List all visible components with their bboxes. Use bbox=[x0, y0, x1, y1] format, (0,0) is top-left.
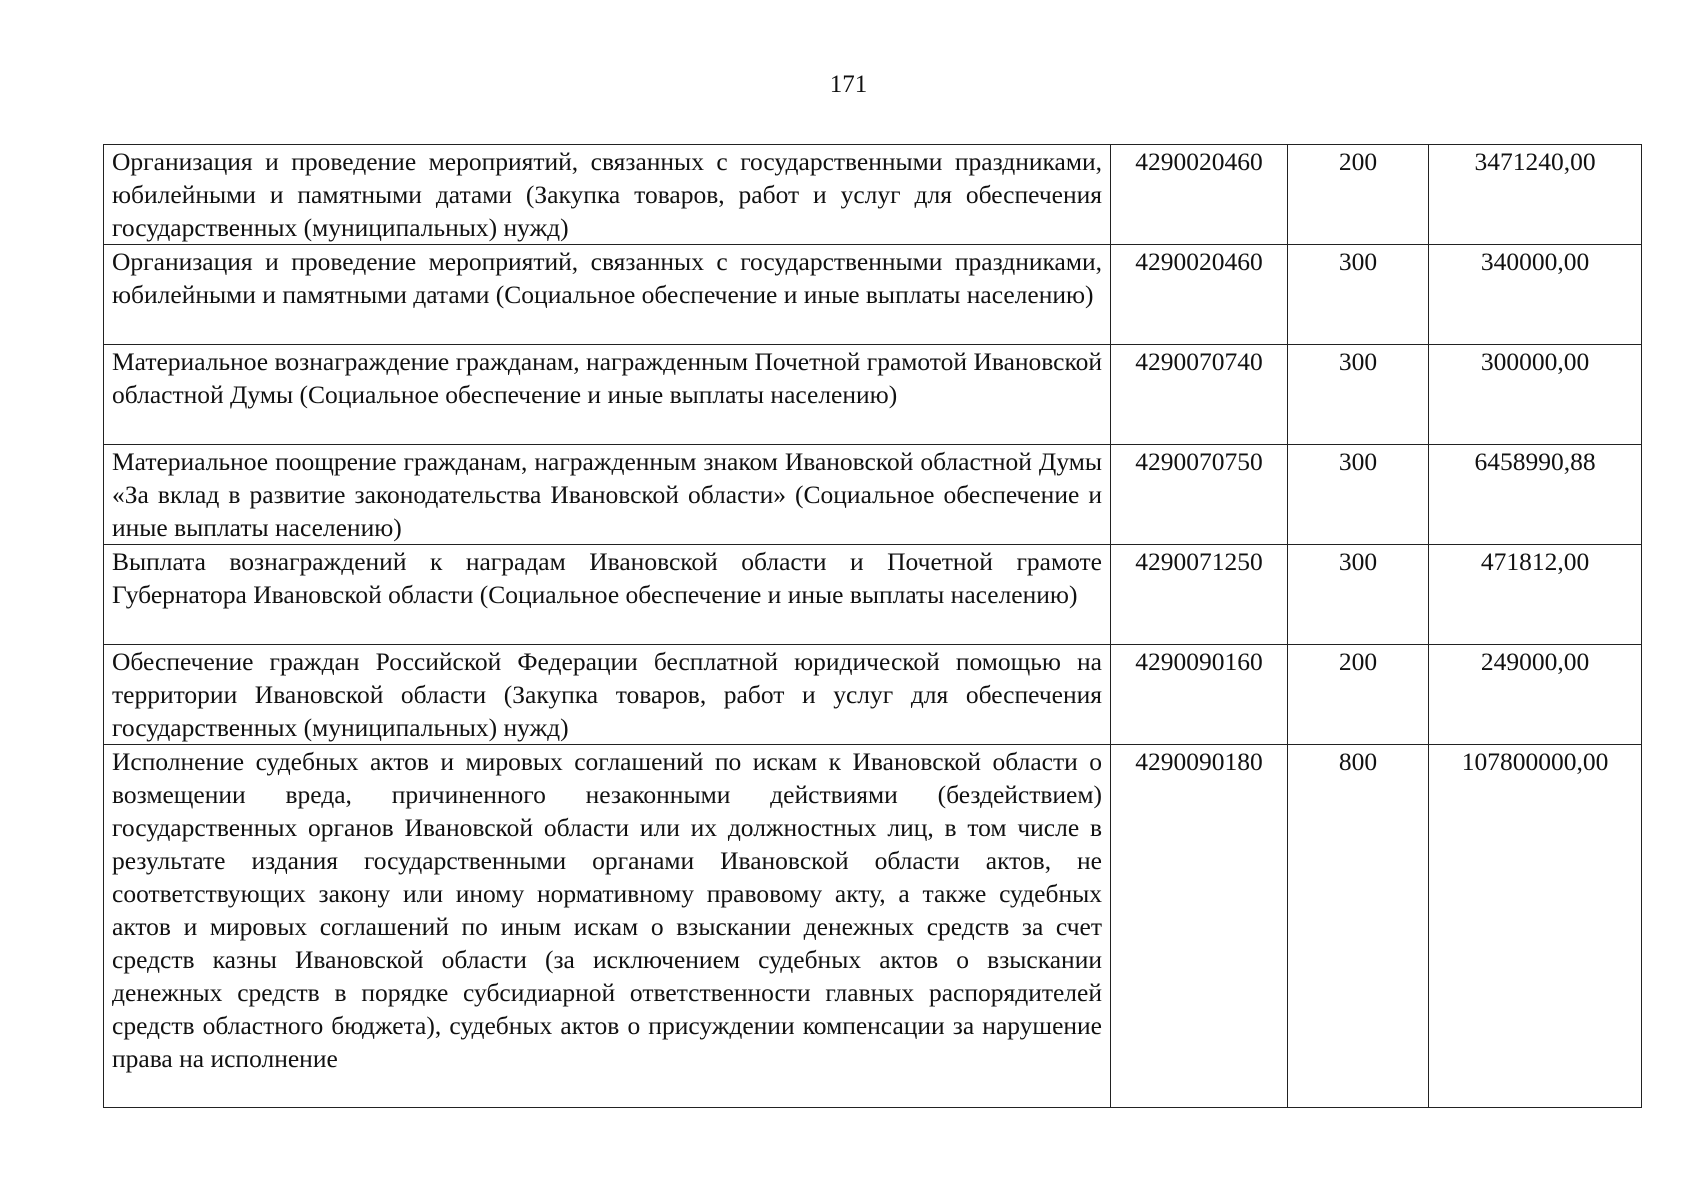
table-row bbox=[104, 245, 1642, 345]
row-expense-type: 200 bbox=[1288, 145, 1429, 245]
table-row bbox=[104, 445, 1642, 545]
row-code: 4290070750 bbox=[1111, 445, 1288, 545]
table-row bbox=[104, 645, 1642, 745]
row-code: 4290020460 bbox=[1111, 145, 1288, 245]
row-description: Материальное поощрение гражданам, награжденным знаком Ивановской областной Думы «За вклад в развитие законодательства Ивановской области» (Социальное обеспечение и иные выплаты населению) bbox=[104, 445, 1111, 545]
table-row bbox=[104, 545, 1642, 645]
row-code: 4290090160 bbox=[1111, 645, 1288, 745]
row-expense-type: 200 bbox=[1288, 645, 1429, 745]
row-amount: 300000,00 bbox=[1429, 345, 1642, 445]
row-description: Организация и проведение мероприятий, связанных с государственными праздниками, юбилейными и памятными датами (Закупка товаров, работ и услуг для обеспечения государственных (муниципальных) нужд) bbox=[104, 145, 1111, 245]
row-code: 4290070740 bbox=[1111, 345, 1288, 445]
row-expense-type: 800 bbox=[1288, 745, 1429, 1108]
row-amount: 6458990,88 bbox=[1429, 445, 1642, 545]
row-code: 4290090180 bbox=[1111, 745, 1288, 1108]
row-code: 4290020460 bbox=[1111, 245, 1288, 345]
row-description: Организация и проведение мероприятий, связанных с государственными праздниками, юбилейными и памятными датами (Социальное обеспечение и иные выплаты населению) bbox=[104, 245, 1111, 345]
table-row bbox=[104, 745, 1642, 1108]
row-description: Выплата вознаграждений к наградам Ивановской области и Почетной грамоте Губернатора Ивановской области (Социальное обеспечение и иные выплаты населению) bbox=[104, 545, 1111, 645]
row-description: Исполнение судебных актов и мировых соглашений по искам к Ивановской области о возмещении вреда, причиненного незаконными действиями (бездействием) государственных органов Ивановской области или их должностных лиц, в том числе в результате издания государственными органами Ивановской области актов, не соответствующих закону или иному нормативному правовому акту, а также судебных актов и мировых соглашений по иным искам о взыскании денежных средств за счет средств казны Ивановской области (за исключением судебных актов о взыскании денежных средств в порядке субсидиарной ответственности главных распорядителей средств областного бюджета), судебных актов о присуждении компенсации за нарушение права на исполнение bbox=[104, 745, 1111, 1108]
row-description: Материальное вознаграждение гражданам, награжденным Почетной грамотой Ивановской областной Думы (Социальное обеспечение и иные выплаты населению) bbox=[104, 345, 1111, 445]
page-number: 171 bbox=[829, 71, 868, 98]
row-amount: 107800000,00 bbox=[1429, 745, 1642, 1108]
row-expense-type: 300 bbox=[1288, 245, 1429, 345]
budget-table bbox=[103, 144, 1642, 1108]
table-row bbox=[104, 145, 1642, 245]
row-expense-type: 300 bbox=[1288, 545, 1429, 645]
row-code: 4290071250 bbox=[1111, 545, 1288, 645]
row-expense-type: 300 bbox=[1288, 445, 1429, 545]
row-amount: 471812,00 bbox=[1429, 545, 1642, 645]
row-description: Обеспечение граждан Российской Федерации бесплатной юридической помощью на территории Ивановской области (Закупка товаров, работ и услуг для обеспечения государственных (муниципальных) нужд) bbox=[104, 645, 1111, 745]
row-amount: 3471240,00 bbox=[1429, 145, 1642, 245]
table-row bbox=[104, 345, 1642, 445]
row-amount: 249000,00 bbox=[1429, 645, 1642, 745]
row-amount: 340000,00 bbox=[1429, 245, 1642, 345]
row-expense-type: 300 bbox=[1288, 345, 1429, 445]
